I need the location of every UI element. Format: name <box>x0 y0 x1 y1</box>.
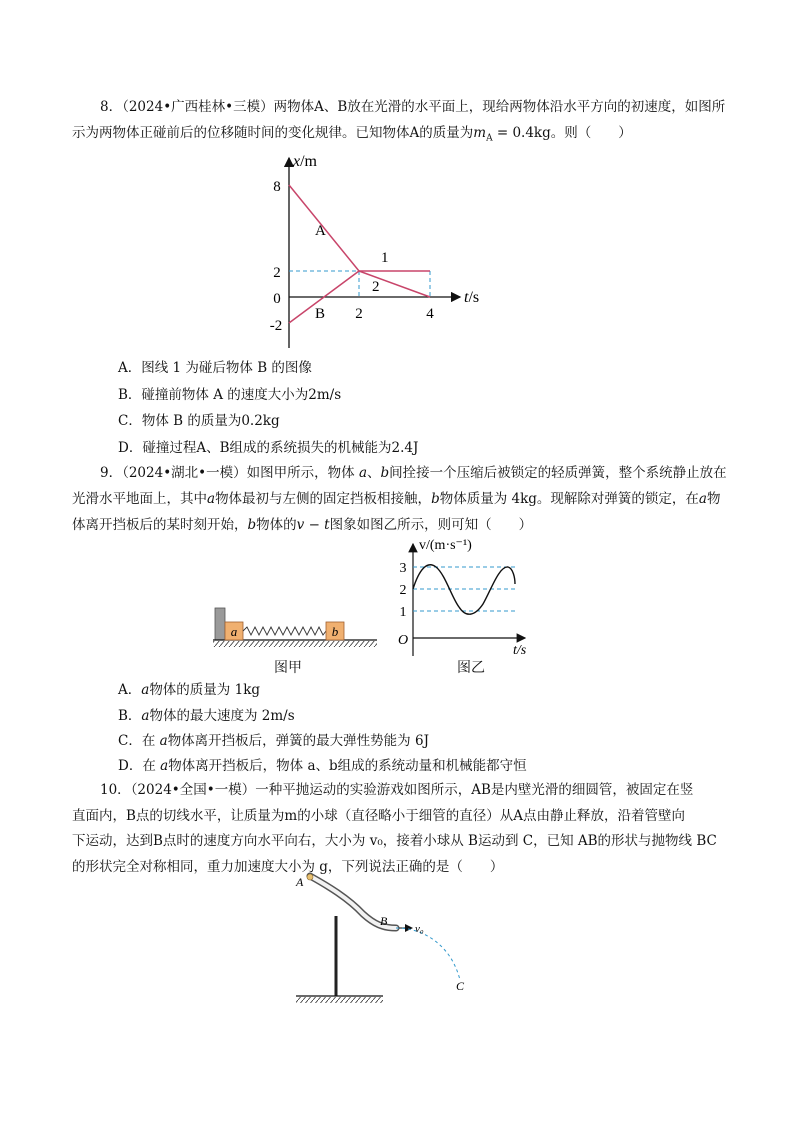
q9-tick-1: 1 <box>399 605 407 620</box>
q8-mass-sub: A <box>486 133 493 144</box>
q10-text: 一种平抛运动的实验游戏如图所示，AB是内壁光滑的细圆管，被固定在竖 <box>255 782 694 798</box>
q10-line-2: 直面内，B点的切线水平，让质量为m的小球（直径略小于细管的直径）从A点由静止释放，沿着管壁向 <box>72 807 685 824</box>
q9-text: 图象如图乙所示，则可知（ ） <box>329 517 533 533</box>
q9-var-b: b <box>431 491 440 507</box>
q9-text: 定，在 <box>658 491 699 507</box>
q8-ylabel-unit: /m <box>300 153 317 170</box>
q9-text: 如图甲所示，物体 <box>246 465 359 481</box>
q9-ylabel: v/(m·s⁻¹) <box>419 538 472 553</box>
q8-ylabel-var: x <box>293 153 301 170</box>
block-a-label: a <box>230 624 238 639</box>
q10-number: 10． <box>100 782 131 798</box>
q8-stem-text: 两物体A、B放在光滑的水平面上，现给两物体沿水平方向的初速度，如图所示为两物体正碰前后的位移随时间的变化规律。已知物体A的质量为 <box>72 99 726 141</box>
q10-label-v0: v₀ <box>415 923 424 935</box>
q9-option-prefix: D．在 <box>118 758 161 774</box>
q10-ball <box>307 874 313 880</box>
q9-option-c <box>118 731 429 751</box>
q10-stem <box>72 778 737 880</box>
q9-option-text: 物体离开挡板后，弹簧的最大弹性势能为 6J <box>167 733 429 749</box>
q9-text: 止放在光滑水平地面上，其中 <box>72 465 727 507</box>
q9-option-text: 物体离开挡板后，物体 a、b组成的系统动量和机械能都守恒 <box>168 758 527 774</box>
block-b-label: b <box>331 624 339 639</box>
q8-option-a: A．图线 1 为碰后物体 B 的图像 <box>118 360 312 376</box>
q9-caption-jia: 图甲 <box>274 660 302 676</box>
q9-option-a <box>118 680 260 700</box>
spring <box>243 627 326 635</box>
q10-line-4: 的形状完全对称相同，重力加速度大小为 g，下列说法正确的是（ ） <box>72 858 504 875</box>
q9-option-var: a <box>141 682 150 698</box>
q10-parabola-BC <box>396 928 460 980</box>
q9-origin: O <box>397 633 409 648</box>
q9-var-b: b <box>247 517 257 533</box>
q10-figure <box>288 868 488 1008</box>
q9-var-a: a <box>698 491 707 507</box>
q9-text: 物体最初与左侧的固定挡板相接触， <box>215 491 432 507</box>
q10-label-C: C <box>456 979 465 993</box>
q9-text: 物体的 <box>256 517 297 533</box>
q8-option-b: B．碰撞前物体 A 的速度大小为2m/s <box>118 387 342 403</box>
q9-option-prefix: C．在 <box>118 733 160 749</box>
q9-text: 物体离开挡板后的某时刻开始， <box>72 491 721 533</box>
q9-xlabel: t/s <box>513 643 527 658</box>
q9-var-a: a <box>207 491 216 507</box>
q9-option-text: 物体的最大速度为 2m/s <box>149 708 295 724</box>
q8-label-2: 2 <box>372 279 380 295</box>
q8-label-B: B <box>315 306 326 322</box>
q8-tick-y0: 0 <box>273 291 281 307</box>
q9-stem <box>72 460 732 538</box>
q9-vt-graph <box>395 538 575 660</box>
q9-option-text: 物体的质量为 1kg <box>149 682 261 698</box>
q8-stem-end: 。则（ ） <box>550 125 632 141</box>
q8-tick-x4: 4 <box>426 306 434 322</box>
q8-mass-value: = 0.4kg <box>492 125 551 141</box>
q9-text: 物体质量为 4kg。现解除对弹簧的锁 <box>439 491 659 507</box>
q10-line-1 <box>72 778 737 804</box>
q8-xt-graph <box>0 150 800 350</box>
svg-text:x/m <box>292 153 318 170</box>
q10-line-3: 下运动，达到B点时的速度方向水平向右，大小为 v₀，接着小球从 B运动到 C，已知 AB的形状与抛物线 BC <box>72 833 717 849</box>
q9-option-prefix: A． <box>118 682 142 698</box>
q8-label-1: 1 <box>381 250 389 266</box>
q8-source: （2024•广西桂林•三模） <box>122 99 274 115</box>
q8-tick-y2: 2 <box>273 265 281 281</box>
q8-option-d: D．碰撞过程A、B组成的系统损失的机械能为2.4J <box>118 440 419 456</box>
q10-label-B: B <box>380 914 388 928</box>
q8-mass-symbol: m <box>473 125 487 141</box>
q9-var-a: a <box>358 465 367 481</box>
q9-number: 9． <box>100 465 123 481</box>
q8-xlabel-unit: /s <box>468 289 480 306</box>
q9-caption-yi: 图乙 <box>457 660 485 676</box>
q9-figure-jia <box>205 598 405 658</box>
q9-option-prefix: B． <box>118 708 142 724</box>
q9-text: 间拴接一个压缩后被锁定的轻质弹簧，整个系统静 <box>389 465 687 481</box>
q9-option-var: a <box>159 733 168 749</box>
q8-label-A: A <box>315 223 326 239</box>
q9-option-var: a <box>160 758 169 774</box>
q8-number: 8． <box>100 99 123 115</box>
q10-source: （2024•全国•一模） <box>130 782 256 798</box>
q9-option-var: a <box>141 708 150 724</box>
q8-stem <box>72 94 732 152</box>
svg-text:t/s <box>464 289 479 306</box>
q9-text: 、 <box>367 465 381 481</box>
q10-label-A: A <box>296 875 304 889</box>
q8-tick-x2: 2 <box>355 306 363 322</box>
q9-option-d <box>118 756 527 776</box>
q9-tick-3: 3 <box>399 561 407 576</box>
q8-line-2 <box>359 271 430 297</box>
q8-tick-ym2: -2 <box>269 318 283 334</box>
q9-tick-2: 2 <box>399 583 407 598</box>
q9-vt: v − t <box>296 517 330 533</box>
q9-option-b <box>118 706 295 726</box>
q8-option-c: C．物体 B 的质量为0.2kg <box>118 413 280 429</box>
q9-var-b: b <box>380 465 390 481</box>
q8-tick-y8: 8 <box>273 179 281 195</box>
q9-source: （2024•湖北•一模） <box>122 465 247 481</box>
q8-xlabel-var: t <box>464 289 469 306</box>
